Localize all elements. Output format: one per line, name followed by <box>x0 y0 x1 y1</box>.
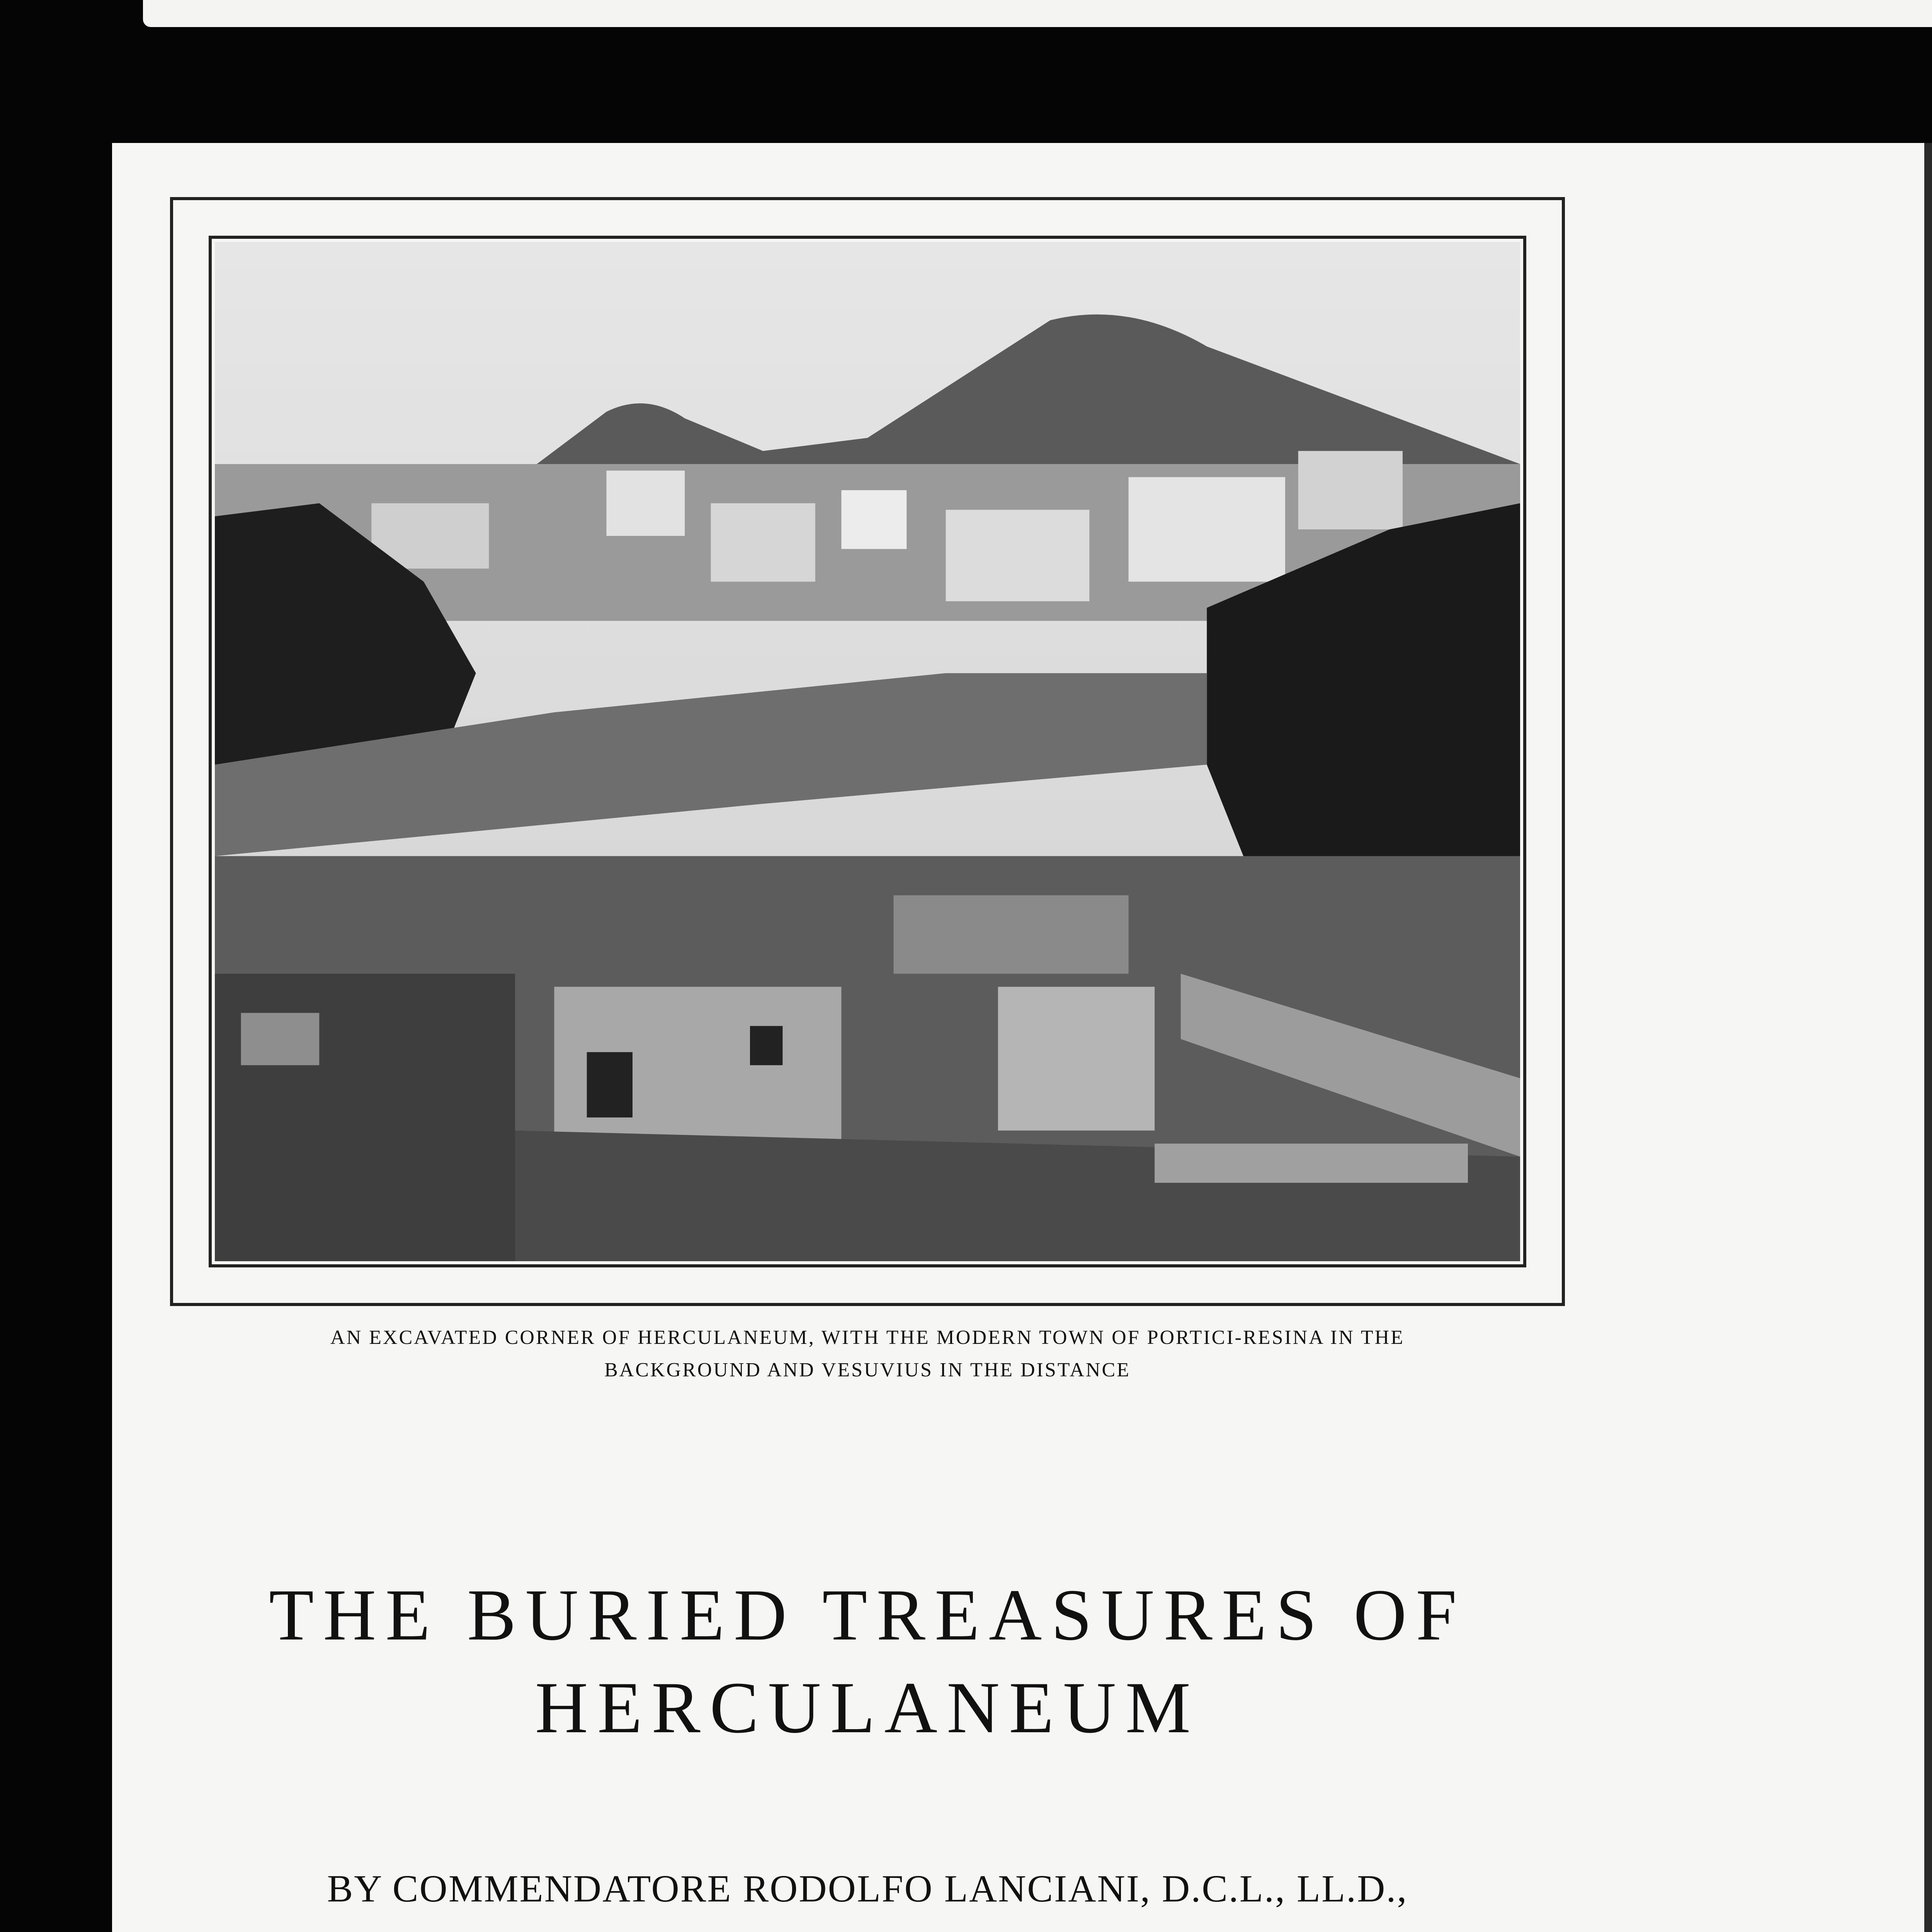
photo-frame <box>170 197 1565 1306</box>
title-line-1: THE BURIED TREASURES OF <box>269 1575 1466 1656</box>
herculaneum-photograph <box>215 242 1520 1261</box>
page-gutter-shadow <box>1924 143 1932 1932</box>
title-line-2: HERCULANEUM <box>535 1667 1200 1748</box>
caption-line-1: AN EXCAVATED CORNER OF HERCULANEUM, WITH THE MODERN TOWN OF PORTICI-RESINA IN THE <box>330 1327 1405 1349</box>
photo-illustration <box>215 242 1520 1261</box>
caption-line-2: BACKGROUND AND VESUVIUS IN THE DISTANCE <box>604 1359 1131 1381</box>
photo-caption <box>170 1321 1565 1386</box>
author-byline: BY COMMENDATORE RODOLFO LANCIANI, D.C.L., LL.D., <box>327 1867 1408 1910</box>
article-title <box>170 1569 1565 1754</box>
previous-page-edge <box>143 0 1932 27</box>
